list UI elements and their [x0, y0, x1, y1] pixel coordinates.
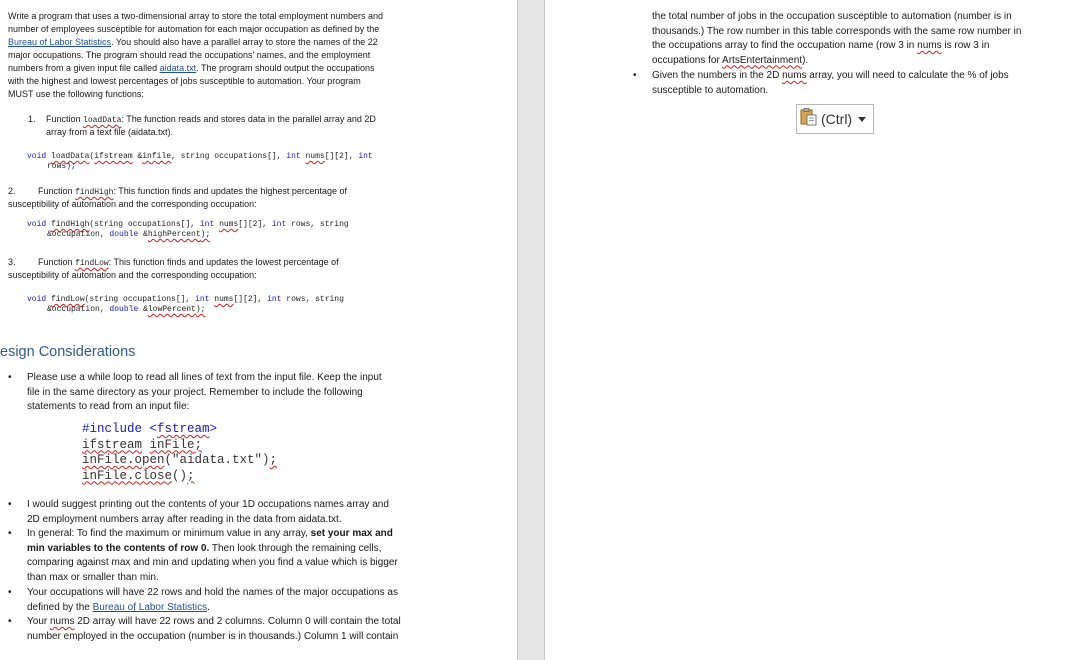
- intro-line: major occupations. The program should read the occupations' names, and the employment: [8, 50, 371, 60]
- function-item-findhigh: 2. Function findHigh: This function finds and updates the highest percentage of susceptibility of automation and the corresponding occupation:: [8, 186, 347, 209]
- findlow-signature: void findLow(string occupations[], int nums[][2], int rows, string &occupation, double &lowPercent);: [27, 295, 344, 314]
- function-item-loaddata: 1. Function loadData: The function reads and stores data in the parallel array and 2D array from a text file (aidata.txt).: [28, 114, 376, 137]
- loaddata-signature: void loadData(ifstream &infile, string occupations[], int nums[][2], int rows);: [27, 152, 373, 171]
- design-considerations-heading: esign Considerations: [0, 344, 136, 360]
- function-item-findlow: 3. Function findLow: This function finds and updates the lowest percentage of susceptibility of automation and the corresponding occupation:: [8, 257, 339, 280]
- intro-line: numbers from a given input file called aidata.txt. The program should output the occupations: [8, 63, 375, 73]
- right-bullet-calc: • Given the numbers in the 2D nums array, you will need to calculate the % of jobs susceptible to automation.: [633, 70, 1009, 96]
- bullet-occupations-rows: • Your occupations will have 22 rows and hold the names of the major occupations as defined by the Bureau of Labor Statistics.: [8, 587, 398, 613]
- intro-line: Bureau of Labor Statistics. You should also have a parallel array to store the names of the 22: [8, 37, 378, 47]
- chevron-down-icon: [858, 117, 866, 122]
- findhigh-signature: void findHigh(string occupations[], int nums[][2], int rows, string &occupation, double &highPercent);: [27, 220, 349, 239]
- left-document-page: [0, 0, 517, 660]
- intro-line: number of employees susceptible for automation for each major occupation as defined by the: [8, 24, 380, 34]
- page-gutter: [517, 0, 545, 660]
- bls-link-2[interactable]: Bureau of Labor Statistics: [92, 601, 208, 613]
- paste-options-label: (Ctrl): [821, 111, 853, 127]
- bullet-nums-array: • Your nums 2D array will have 22 rows and 2 columns. Column 0 will contain the total number employed in the occupation (number is in thousands.) Column 1 will contain: [8, 616, 401, 642]
- paste-options-button[interactable]: [796, 104, 874, 134]
- intro-line: with the highest and lowest percentages of jobs susceptible to automation. Your program: [8, 76, 361, 86]
- right-document-page: [545, 0, 1077, 660]
- intro-paragraph: [8, 10, 448, 101]
- clipboard-icon: [799, 107, 819, 132]
- intro-line: MUST use the following functions:: [8, 89, 144, 99]
- bullet-while-loop: • Please use a while loop to read all lines of text from the input file. Keep the input file in the same directory as your project. Remember to include the following statements to read from an input file:: [8, 372, 382, 412]
- bullet-max-min: • In general: To find the maximum or minimum value in any array, set your max and min variables to the contents of row 0. Then look through the remaining cells, comparing against max and min and updating when you find a value which is bigger than max or smaller than min.: [8, 528, 398, 583]
- intro-line: Write a program that uses a two-dimensional array to store the total employment numbers and: [8, 11, 384, 21]
- right-continuation: the total number of jobs in the occupation susceptible to automation (number is in thousands.) The row number in this table corresponds with the same row number in the occupations array to find the occupation name (row 3 in nums is row 3 in occupations for ArtsEntertainment).: [652, 11, 1022, 66]
- aidata-link[interactable]: aidata.txt: [159, 63, 197, 73]
- bullet-print-suggestion: • I would suggest printing out the contents of your 1D occupations names array and 2D employment numbers array after reading in the data from aidata.txt.: [8, 499, 389, 525]
- fstream-code-block: #include <fstream> ifstream inFile; inFile.open("aidata.txt"); inFile.close();: [82, 422, 278, 483]
- bls-link[interactable]: Bureau of Labor Statistics: [8, 37, 112, 47]
